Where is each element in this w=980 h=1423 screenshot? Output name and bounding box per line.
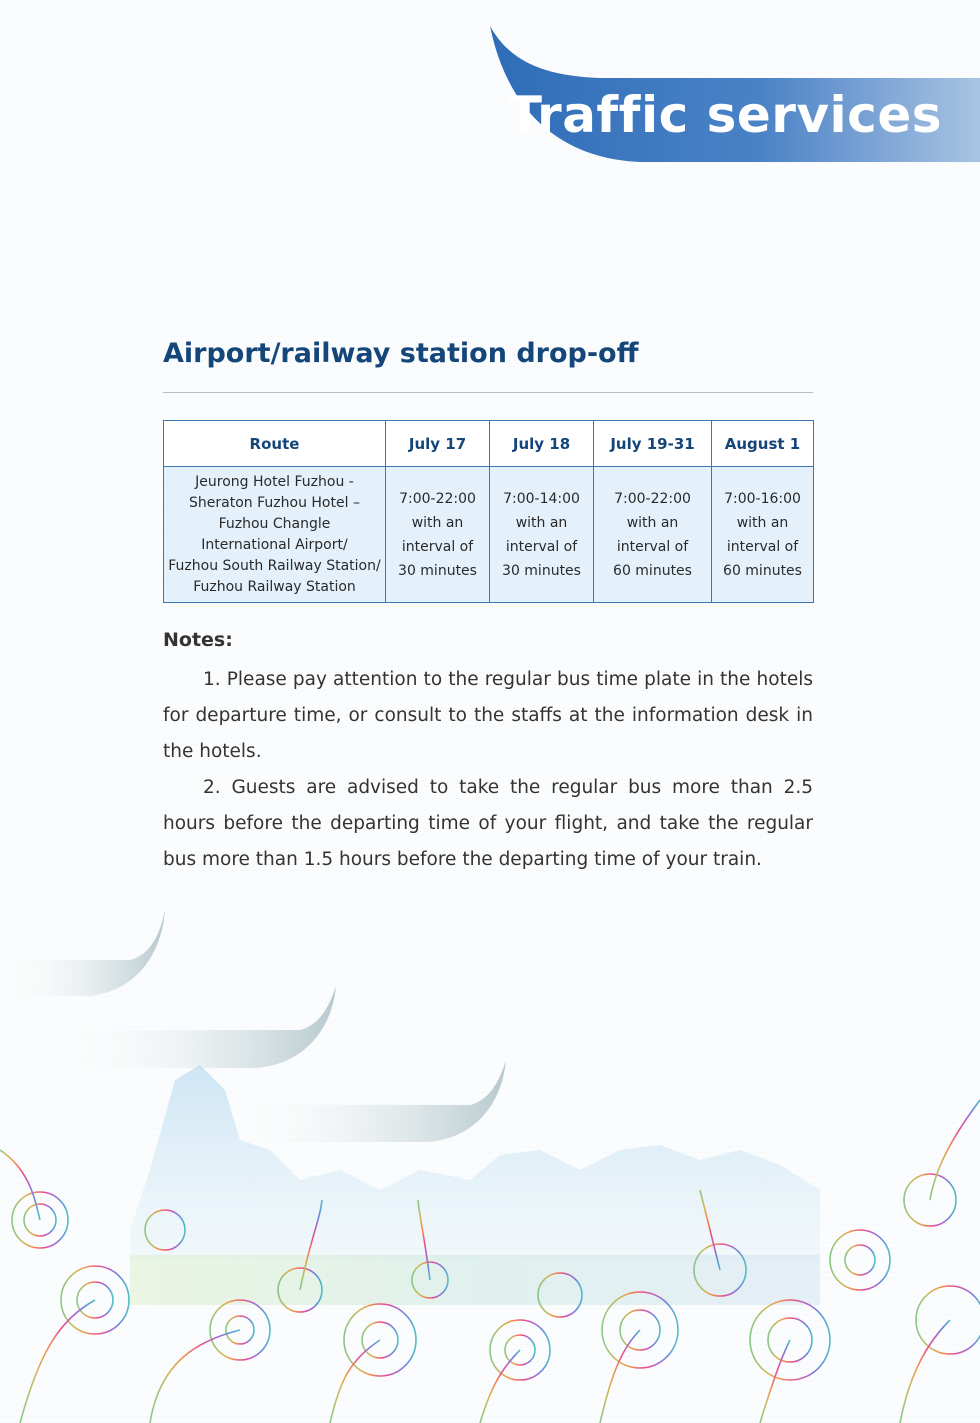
cell-line: with an xyxy=(411,514,464,531)
header-july-18: July 18 xyxy=(490,421,594,467)
cell-line: with an xyxy=(736,514,789,531)
schedule-cell-july-19-31 xyxy=(594,467,712,603)
cell-line: interval of xyxy=(505,538,578,555)
cell-line: with an xyxy=(515,514,568,531)
header-route: Route xyxy=(164,421,386,467)
route-line: Fuzhou Changle xyxy=(218,515,331,532)
cell-line: 7:00-22:00 xyxy=(614,490,691,507)
route-line: Fuzhou South Railway Station/ xyxy=(168,557,381,574)
route-line: Sheraton Fuzhou Hotel – xyxy=(189,494,360,511)
header-july-17: July 17 xyxy=(386,421,490,467)
header-august-1: August 1 xyxy=(712,421,814,467)
cell-line: interval of xyxy=(726,538,799,555)
cell-line: 30 minutes xyxy=(502,562,581,579)
cell-line: 7:00-22:00 xyxy=(399,490,476,507)
route-line: Jeurong Hotel Fuzhou - xyxy=(195,473,354,490)
note-item: 2. Guests are advised to take the regular bus more than 2.5 hours before the departing time of your flight, and take the regular bus more than 1.5 hours before the departing time of your train. xyxy=(163,777,813,870)
cell-line: 60 minutes xyxy=(723,562,802,579)
table-header-row xyxy=(164,421,814,467)
notes-heading: Notes: xyxy=(163,629,233,651)
cell-line: with an xyxy=(626,514,679,531)
route-cell xyxy=(164,467,386,603)
floral-landscape-illustration xyxy=(0,900,980,1423)
cell-line: 30 minutes xyxy=(398,562,477,579)
header-swoosh-shape xyxy=(490,0,980,170)
section-title: Airport/railway station drop-off xyxy=(163,338,639,369)
schedule-cell-august-1 xyxy=(712,467,814,603)
note-item: 1. Please pay attention to the regular bus time plate in the hotels for departure time, or consult to the staffs at the information desk in the hotels. xyxy=(163,669,813,762)
cell-line: interval of xyxy=(616,538,689,555)
notes-section xyxy=(163,624,813,878)
cell-line: 7:00-16:00 xyxy=(724,490,801,507)
section-divider xyxy=(163,392,813,393)
table-row xyxy=(164,467,814,603)
route-line: International Airport/ xyxy=(201,536,348,553)
cell-line: 7:00-14:00 xyxy=(503,490,580,507)
page-title: Traffic services xyxy=(507,86,942,144)
cell-line: 60 minutes xyxy=(613,562,692,579)
schedule-cell-july-18 xyxy=(490,467,594,603)
route-line: Fuzhou Railway Station xyxy=(193,578,356,595)
cell-line: interval of xyxy=(401,538,474,555)
header-july-19-31: July 19-31 xyxy=(594,421,712,467)
schedule-cell-july-17 xyxy=(386,467,490,603)
schedule-table xyxy=(163,420,814,603)
header-banner xyxy=(490,0,980,170)
